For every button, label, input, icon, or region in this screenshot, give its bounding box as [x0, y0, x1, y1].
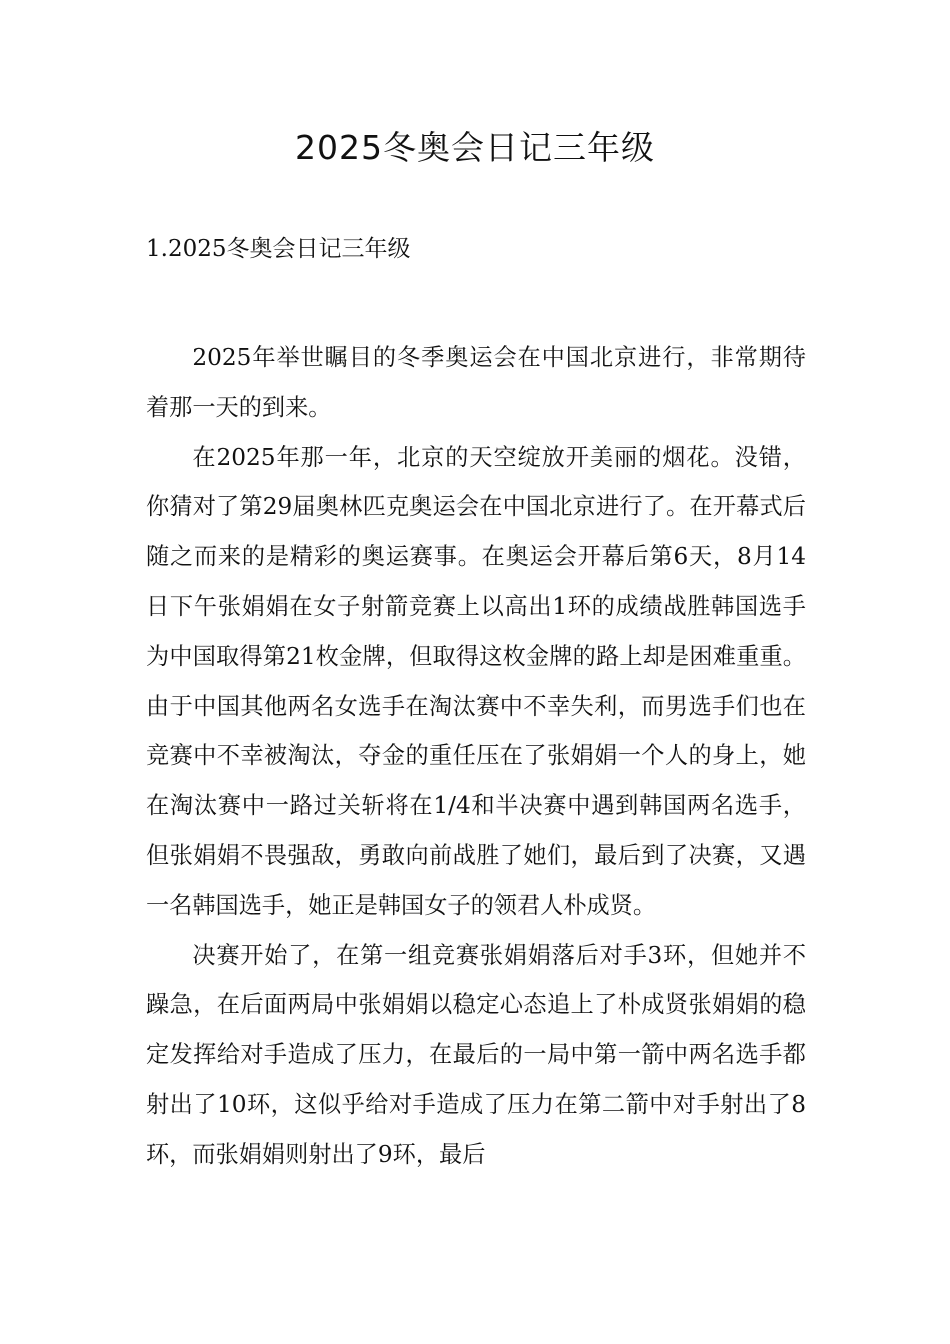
- paragraph: 决赛开始了，在第一组竞赛张娟娟落后对手3环，但她并不躁急，在后面两局中张娟娟以稳定心态追上了朴成贤张娟娟的稳定发挥给对手造成了压力，在最后的一局中第一箭中两名选手都射出了10环，这似乎给对手造成了压力在第二箭中对手射出了8环，而张娟娟则射出了9环，最后: [146, 941, 806, 1168]
- document-title: 2025冬奥会日记三年级: [295, 128, 655, 167]
- document-body: [146, 333, 806, 1180]
- section-heading: 1.2025冬奥会日记三年级: [146, 236, 411, 262]
- paragraph: 在2025年那一年，北京的天空绽放开美丽的烟花。没错，你猜对了第29届奥林匹克奥运会在中国北京进行了。在开幕式后随之而来的是精彩的奥运赛事。在奥运会开幕后第6天，8月14日下午张娟娟在女子射箭竞赛上以高出1环的成绩战胜韩国选手为中国取得第21枚金牌，但取得这枚金牌的路上却是困难重重。由于中国其他两名女选手在淘汰赛中不幸失利，而男选手们也在竞赛中不幸被淘汰，夺金的重任压在了张娟娟一个人的身上，她在淘汰赛中一路过关斩将在1/4和半决赛中遇到韩国两名选手，但张娟娟不畏强敌，勇敢向前战胜了她们，最后到了决赛，又遇一名韩国选手，她正是韩国女子的领君人朴成贤。: [146, 443, 806, 919]
- paragraph: 2025年举世瞩目的冬季奥运会在中国北京进行，非常期待着那一天的到来。: [146, 344, 806, 421]
